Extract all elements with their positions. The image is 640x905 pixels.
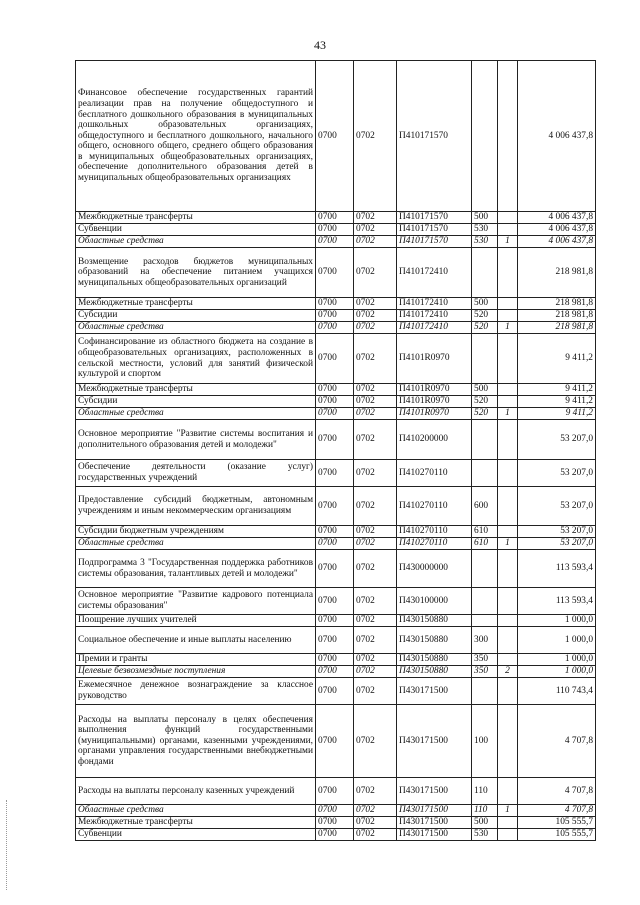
- row-subsection-code: 0702: [354, 396, 397, 408]
- row-name: Субсидии: [76, 310, 316, 322]
- row-subsection-code: 0702: [354, 61, 397, 212]
- row-source-code: [498, 212, 518, 224]
- row-expense-type-code: [472, 550, 498, 588]
- table-row: [76, 396, 596, 408]
- table-row: [76, 805, 596, 817]
- row-source-code: 1: [498, 538, 518, 550]
- row-expense-type-code: 520: [472, 322, 498, 334]
- row-amount: 4 707,8: [518, 705, 596, 778]
- budget-table: [75, 60, 596, 841]
- row-expense-type-code: [472, 678, 498, 705]
- table-row: [76, 678, 596, 705]
- row-subsection-code: 0702: [354, 805, 397, 817]
- row-target-code: П430171500: [397, 678, 472, 705]
- row-subsection-code: 0702: [354, 322, 397, 334]
- row-subsection-code: 0702: [354, 460, 397, 487]
- row-amount: 4 006 437,8: [518, 236, 596, 248]
- row-expense-type-code: [472, 615, 498, 627]
- row-target-code: П410171570: [397, 236, 472, 248]
- row-amount: 53 207,0: [518, 487, 596, 526]
- row-expense-type-code: [472, 588, 498, 615]
- table-row: [76, 588, 596, 615]
- table-row: [76, 212, 596, 224]
- row-section-code: 0700: [316, 396, 354, 408]
- row-name: Финансовое обеспечение государственных гарантий реализации прав на получение общедоступного и бесплатного дошкольного образования в муниципальных дошкольных образовательных организациях, общедоступного и бесплатного дошкольного, начального общего, основного общего, среднего общего образования в муниципальных общеобразовательных организациях, обеспечение дополнительного образования детей в муниципальных общеобразовательных организациях: [76, 61, 316, 212]
- row-section-code: 0700: [316, 817, 354, 829]
- row-target-code: П410172410: [397, 310, 472, 322]
- row-section-code: 0700: [316, 460, 354, 487]
- row-source-code: [498, 248, 518, 298]
- row-subsection-code: 0702: [354, 817, 397, 829]
- row-expense-type-code: 610: [472, 526, 498, 538]
- row-amount: 113 593,4: [518, 588, 596, 615]
- row-subsection-code: 0702: [354, 487, 397, 526]
- row-amount: 53 207,0: [518, 460, 596, 487]
- row-source-code: 1: [498, 805, 518, 817]
- row-source-code: [498, 61, 518, 212]
- row-section-code: 0700: [316, 627, 354, 654]
- row-name: Основное мероприятие "Развитие системы воспитания и дополнительного образования детей и молодежи": [76, 420, 316, 460]
- table-row: [76, 61, 596, 212]
- row-target-code: П430171500: [397, 805, 472, 817]
- row-source-code: [498, 298, 518, 310]
- row-section-code: 0700: [316, 236, 354, 248]
- table-row: [76, 487, 596, 526]
- row-expense-type-code: 530: [472, 224, 498, 236]
- row-target-code: П410172410: [397, 322, 472, 334]
- row-expense-type-code: 530: [472, 236, 498, 248]
- row-name: Межбюджетные трансферты: [76, 212, 316, 224]
- row-target-code: П430150880: [397, 627, 472, 654]
- row-amount: 105 555,7: [518, 817, 596, 829]
- row-source-code: [498, 817, 518, 829]
- row-name: Субсидии: [76, 396, 316, 408]
- row-name: Премии и гранты: [76, 654, 316, 666]
- row-source-code: [498, 588, 518, 615]
- row-source-code: [498, 627, 518, 654]
- row-name: Субвенции: [76, 829, 316, 841]
- table-row: [76, 460, 596, 487]
- table-row: [76, 248, 596, 298]
- row-target-code: П4101R0970: [397, 384, 472, 396]
- row-subsection-code: 0702: [354, 705, 397, 778]
- row-target-code: П430171500: [397, 817, 472, 829]
- row-source-code: [498, 705, 518, 778]
- row-section-code: 0700: [316, 778, 354, 805]
- row-name: Расходы на выплаты персоналу казенных учреждений: [76, 778, 316, 805]
- row-section-code: 0700: [316, 678, 354, 705]
- row-amount: 1 000,0: [518, 627, 596, 654]
- table-row: [76, 705, 596, 778]
- row-target-code: П410270110: [397, 526, 472, 538]
- row-source-code: [498, 310, 518, 322]
- row-name: Областные средства: [76, 236, 316, 248]
- row-section-code: 0700: [316, 310, 354, 322]
- row-amount: 218 981,8: [518, 322, 596, 334]
- row-target-code: П410171570: [397, 212, 472, 224]
- row-subsection-code: 0702: [354, 420, 397, 460]
- row-name: Субсидии бюджетным учреждениям: [76, 526, 316, 538]
- row-section-code: 0700: [316, 61, 354, 212]
- row-subsection-code: 0702: [354, 666, 397, 678]
- row-target-code: П4101R0970: [397, 396, 472, 408]
- row-source-code: 1: [498, 408, 518, 420]
- row-expense-type-code: 500: [472, 212, 498, 224]
- row-name: Софинансирование из областного бюджета на создание в общеобразовательных организациях, расположенных в сельской местности, условий для занятий физической культурой и спортом: [76, 334, 316, 384]
- row-name: Поощрение лучших учителей: [76, 615, 316, 627]
- row-section-code: 0700: [316, 829, 354, 841]
- budget-table-body: [76, 61, 596, 841]
- row-name: Основное мероприятие "Развитие кадрового потенциала системы образования": [76, 588, 316, 615]
- row-section-code: 0700: [316, 805, 354, 817]
- table-row: [76, 526, 596, 538]
- row-expense-type-code: 520: [472, 310, 498, 322]
- row-expense-type-code: 300: [472, 627, 498, 654]
- row-target-code: П4101R0970: [397, 408, 472, 420]
- row-subsection-code: 0702: [354, 224, 397, 236]
- row-source-code: [498, 778, 518, 805]
- row-amount: 105 555,7: [518, 829, 596, 841]
- row-name: Межбюджетные трансферты: [76, 298, 316, 310]
- table-row: [76, 666, 596, 678]
- table-row: [76, 384, 596, 396]
- row-subsection-code: 0702: [354, 627, 397, 654]
- row-target-code: П410270110: [397, 460, 472, 487]
- table-row: [76, 817, 596, 829]
- row-subsection-code: 0702: [354, 236, 397, 248]
- row-amount: 1 000,0: [518, 654, 596, 666]
- table-row: [76, 778, 596, 805]
- row-expense-type-code: [472, 334, 498, 384]
- row-subsection-code: 0702: [354, 334, 397, 384]
- row-expense-type-code: 500: [472, 817, 498, 829]
- row-amount: 1 000,0: [518, 666, 596, 678]
- row-expense-type-code: 530: [472, 829, 498, 841]
- row-amount: 110 743,4: [518, 678, 596, 705]
- row-name: Предоставление субсидий бюджетным, автономным учреждениям и иным некоммерческим организациям: [76, 487, 316, 526]
- row-expense-type-code: 500: [472, 298, 498, 310]
- row-source-code: [498, 678, 518, 705]
- row-expense-type-code: 110: [472, 778, 498, 805]
- row-expense-type-code: 500: [472, 384, 498, 396]
- row-name: Субвенции: [76, 224, 316, 236]
- row-name: Целевые безвозмездные поступления: [76, 666, 316, 678]
- row-target-code: П430150880: [397, 615, 472, 627]
- row-target-code: П410172410: [397, 248, 472, 298]
- row-source-code: [498, 384, 518, 396]
- row-amount: 9 411,2: [518, 384, 596, 396]
- row-subsection-code: 0702: [354, 678, 397, 705]
- row-name: Областные средства: [76, 805, 316, 817]
- row-subsection-code: 0702: [354, 550, 397, 588]
- row-expense-type-code: 350: [472, 654, 498, 666]
- row-name: Межбюджетные трансферты: [76, 384, 316, 396]
- row-target-code: П430000000: [397, 550, 472, 588]
- row-expense-type-code: [472, 61, 498, 212]
- row-section-code: 0700: [316, 654, 354, 666]
- row-section-code: 0700: [316, 666, 354, 678]
- row-amount: 218 981,8: [518, 298, 596, 310]
- row-target-code: П430171500: [397, 829, 472, 841]
- row-subsection-code: 0702: [354, 778, 397, 805]
- row-amount: 9 411,2: [518, 408, 596, 420]
- row-target-code: П410200000: [397, 420, 472, 460]
- table-row: [76, 550, 596, 588]
- row-section-code: 0700: [316, 212, 354, 224]
- row-name: Межбюджетные трансферты: [76, 817, 316, 829]
- table-row: [76, 298, 596, 310]
- row-section-code: 0700: [316, 705, 354, 778]
- row-subsection-code: 0702: [354, 654, 397, 666]
- row-target-code: П410171570: [397, 224, 472, 236]
- row-amount: 218 981,8: [518, 310, 596, 322]
- row-source-code: [498, 654, 518, 666]
- page-number: 43: [314, 38, 326, 52]
- row-source-code: 1: [498, 322, 518, 334]
- row-subsection-code: 0702: [354, 615, 397, 627]
- row-amount: 4 006 437,8: [518, 212, 596, 224]
- table-row: [76, 627, 596, 654]
- row-amount: 9 411,2: [518, 396, 596, 408]
- row-section-code: 0700: [316, 420, 354, 460]
- row-source-code: [498, 396, 518, 408]
- row-source-code: [498, 224, 518, 236]
- row-name: Возмещение расходов бюджетов муниципальных образований на обеспечение питанием учащихся муниципальных общеобразовательных организаций: [76, 248, 316, 298]
- row-subsection-code: 0702: [354, 384, 397, 396]
- row-source-code: [498, 460, 518, 487]
- row-source-code: [498, 829, 518, 841]
- row-source-code: [498, 334, 518, 384]
- row-amount: 113 593,4: [518, 550, 596, 588]
- row-source-code: [498, 487, 518, 526]
- row-source-code: 2: [498, 666, 518, 678]
- row-amount: 4 006 437,8: [518, 224, 596, 236]
- row-target-code: П430150880: [397, 654, 472, 666]
- row-target-code: П410172410: [397, 298, 472, 310]
- row-amount: 218 981,8: [518, 248, 596, 298]
- row-section-code: 0700: [316, 526, 354, 538]
- row-name: Подпрограмма 3 "Государственная поддержка работников системы образования, талантливых детей и молодежи": [76, 550, 316, 588]
- row-section-code: 0700: [316, 248, 354, 298]
- row-section-code: 0700: [316, 322, 354, 334]
- row-target-code: П430100000: [397, 588, 472, 615]
- row-expense-type-code: 100: [472, 705, 498, 778]
- row-target-code: П430150880: [397, 666, 472, 678]
- row-subsection-code: 0702: [354, 212, 397, 224]
- row-name: Обеспечение деятельности (оказание услуг) государственных учреждений: [76, 460, 316, 487]
- row-target-code: П430171500: [397, 705, 472, 778]
- row-source-code: [498, 550, 518, 588]
- row-section-code: 0700: [316, 334, 354, 384]
- row-source-code: 1: [498, 236, 518, 248]
- row-amount: 4 707,8: [518, 778, 596, 805]
- table-row: [76, 829, 596, 841]
- row-section-code: 0700: [316, 408, 354, 420]
- row-section-code: 0700: [316, 224, 354, 236]
- row-target-code: П410270110: [397, 538, 472, 550]
- row-name: Областные средства: [76, 538, 316, 550]
- row-expense-type-code: 520: [472, 408, 498, 420]
- row-subsection-code: 0702: [354, 526, 397, 538]
- row-amount: 9 411,2: [518, 334, 596, 384]
- row-subsection-code: 0702: [354, 248, 397, 298]
- row-expense-type-code: [472, 460, 498, 487]
- row-subsection-code: 0702: [354, 829, 397, 841]
- row-name: Областные средства: [76, 408, 316, 420]
- row-expense-type-code: 610: [472, 538, 498, 550]
- row-amount: 4 707,8: [518, 805, 596, 817]
- row-section-code: 0700: [316, 487, 354, 526]
- row-subsection-code: 0702: [354, 310, 397, 322]
- row-source-code: [498, 420, 518, 460]
- row-expense-type-code: 600: [472, 487, 498, 526]
- row-amount: 53 207,0: [518, 526, 596, 538]
- row-expense-type-code: 350: [472, 666, 498, 678]
- row-subsection-code: 0702: [354, 408, 397, 420]
- table-row: [76, 654, 596, 666]
- table-row: [76, 236, 596, 248]
- row-section-code: 0700: [316, 298, 354, 310]
- row-section-code: 0700: [316, 384, 354, 396]
- row-name: Социальное обеспечение и иные выплаты населению: [76, 627, 316, 654]
- table-row: [76, 420, 596, 460]
- row-expense-type-code: [472, 248, 498, 298]
- row-expense-type-code: 110: [472, 805, 498, 817]
- row-target-code: П4101R0970: [397, 334, 472, 384]
- row-amount: 53 207,0: [518, 420, 596, 460]
- row-name: Областные средства: [76, 322, 316, 334]
- row-subsection-code: 0702: [354, 588, 397, 615]
- row-amount: 53 207,0: [518, 538, 596, 550]
- row-target-code: П430171500: [397, 778, 472, 805]
- row-name: Расходы на выплаты персоналу в целях обеспечения выполнения функций государственными (муниципальными) органами, казенными учреждениями, органами управления государственными внебюджетными фондами: [76, 705, 316, 778]
- row-section-code: 0700: [316, 538, 354, 550]
- row-amount: 1 000,0: [518, 615, 596, 627]
- row-section-code: 0700: [316, 588, 354, 615]
- row-target-code: П410171570: [397, 61, 472, 212]
- row-subsection-code: 0702: [354, 298, 397, 310]
- row-expense-type-code: 520: [472, 396, 498, 408]
- row-subsection-code: 0702: [354, 538, 397, 550]
- margin-mark: [6, 800, 9, 890]
- row-expense-type-code: [472, 420, 498, 460]
- table-row: [76, 408, 596, 420]
- row-target-code: П410270110: [397, 487, 472, 526]
- table-row: [76, 322, 596, 334]
- table-row: [76, 224, 596, 236]
- row-source-code: [498, 526, 518, 538]
- table-row: [76, 310, 596, 322]
- row-section-code: 0700: [316, 550, 354, 588]
- row-section-code: 0700: [316, 615, 354, 627]
- row-amount: 4 006 437,8: [518, 61, 596, 212]
- row-source-code: [498, 615, 518, 627]
- table-row: [76, 538, 596, 550]
- row-name: Ежемесячное денежное вознаграждение за классное руководство: [76, 678, 316, 705]
- table-row: [76, 334, 596, 384]
- table-row: [76, 615, 596, 627]
